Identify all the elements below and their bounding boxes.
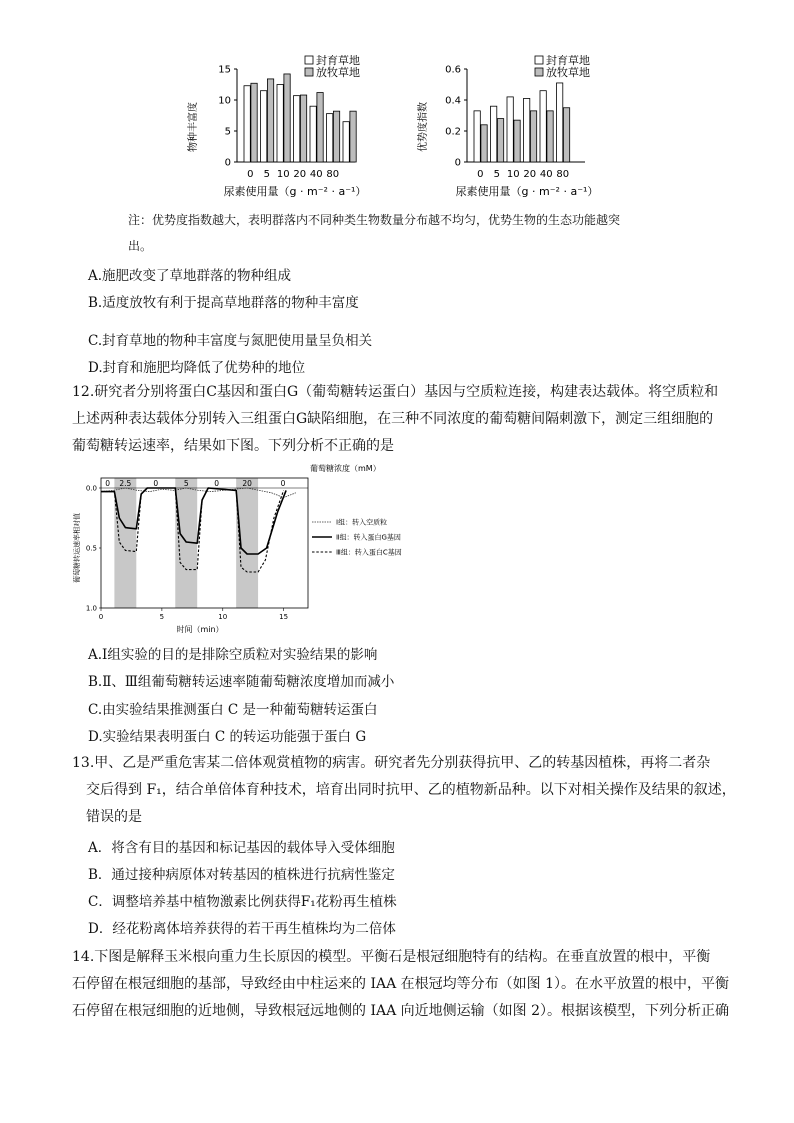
richness-legend-label: 放牧草地 bbox=[316, 66, 360, 79]
richness-bar bbox=[300, 95, 306, 162]
q11-option-d: D.封育和施肥均降低了优势种的地位 bbox=[88, 360, 306, 376]
richness-ytick-label: 15 bbox=[218, 64, 231, 76]
line-xtick-label: 5 bbox=[159, 613, 165, 621]
dominance-xtick-label: 10 bbox=[506, 169, 520, 180]
line-ytick-label: 1.0 bbox=[85, 604, 97, 613]
richness-bar bbox=[284, 74, 290, 162]
chart-left-ylabel: 物种丰富度 bbox=[188, 102, 199, 152]
q12-option-c: C.由实验结果推测蛋白 C 是一种葡萄糖转运蛋白 bbox=[88, 702, 378, 718]
richness-ytick-label: 5 bbox=[224, 126, 231, 138]
concentration-label: 0 bbox=[153, 479, 159, 488]
q13-option-b: B．通过接种病原体对转基因的植株进行抗病性鉴定 bbox=[88, 867, 395, 883]
richness-bar bbox=[277, 85, 283, 163]
q13-line-1: 13.甲、乙是严重危害某二倍体观赏植物的病害。研究者先分别获得抗甲、乙的转基因植株，再将二者杂 bbox=[72, 755, 711, 771]
dominance-bar bbox=[530, 111, 536, 162]
richness-xtick-label: 80 bbox=[326, 169, 340, 180]
q13-line-3: 错误的是 bbox=[86, 809, 142, 825]
dominance-xtick-label: 5 bbox=[493, 169, 500, 180]
dominance-ytick-label: 0.6 bbox=[445, 64, 461, 76]
q11-option-c: C.封育草地的物种丰富度与氮肥使用量呈负相关 bbox=[88, 333, 373, 349]
dominance-xtick-label: 20 bbox=[523, 169, 537, 180]
dominance-bar bbox=[540, 91, 546, 162]
richness-xtick-label: 20 bbox=[293, 169, 307, 180]
stimulus-band bbox=[114, 478, 136, 608]
line-chart-ylabel: 葡萄糖转运速率相对值 bbox=[73, 513, 81, 583]
q14-stem bbox=[72, 944, 729, 1025]
richness-bar bbox=[244, 86, 250, 162]
richness-bar bbox=[251, 83, 257, 162]
q11-option-b: B.适度放牧有利于提高草地群落的物种丰富度 bbox=[88, 295, 359, 311]
q12-line-1: 12.研究者分别将蛋白C基因和蛋白G（葡萄糖转运蛋白）基因与空质粒连接，构建表达载体。将空质粒和 bbox=[72, 384, 719, 400]
chart-right-xlabel: 尿素使用量（g · m⁻² · a⁻¹） bbox=[455, 185, 599, 198]
q11-option-a: A.施肥改变了草地群落的物种组成 bbox=[88, 268, 292, 284]
dominance-bar bbox=[507, 97, 513, 162]
richness-bar bbox=[261, 91, 267, 162]
q12-option-a: A.Ⅰ组实验的目的是排除空质粒对实验结果的影响 bbox=[88, 647, 378, 663]
q14-line-2: 石停留在根冠细胞的基部，导致经由中柱运来的 IAA 在根冠均等分布（如图 1）。在水平放置的根中，平衡 bbox=[72, 976, 730, 992]
dominance-ytick-label: 0.2 bbox=[445, 126, 461, 138]
richness-bar bbox=[310, 106, 316, 162]
concentration-label: 2.5 bbox=[119, 479, 132, 488]
q12-line-3: 葡萄糖转运速率，结果如下图。下列分析不正确的是 bbox=[72, 438, 394, 454]
figure-note-line2: 出。 bbox=[128, 239, 153, 253]
line-xtick-label: 10 bbox=[218, 613, 228, 621]
dominance-legend-swatch bbox=[535, 56, 543, 64]
dominance-ytick-label: 0 bbox=[454, 157, 461, 169]
chart-right-ylabel: 优势度指数 bbox=[418, 102, 429, 152]
legend-label-3: Ⅲ组：转入蛋白C基因 bbox=[336, 548, 402, 557]
richness-xtick-label: 10 bbox=[276, 169, 290, 180]
dominance-xtick-label: 0 bbox=[477, 169, 484, 180]
dominance-legend-label: 放牧草地 bbox=[546, 66, 590, 79]
richness-bar bbox=[350, 111, 356, 162]
richness-bar bbox=[267, 79, 273, 162]
dominance-legend-swatch bbox=[535, 68, 543, 76]
figure-note-line1: 注：优势度指数越大，表明群落内不同种类生物数量分布越不均匀，优势生物的生态功能越突 bbox=[128, 213, 621, 227]
richness-bar bbox=[343, 122, 349, 162]
legend-label-1: Ⅰ组：转入空质粒 bbox=[336, 518, 388, 527]
line-ytick-label: 0.0 bbox=[85, 484, 97, 493]
q12-option-d: D.实验结果表明蛋白 C 的转运功能强于蛋白 G bbox=[88, 729, 367, 745]
richness-bar bbox=[294, 96, 300, 162]
dominance-index-chart bbox=[416, 55, 598, 198]
dominance-bar bbox=[491, 106, 497, 162]
legend-label-2: Ⅱ组：转入蛋白G基因 bbox=[336, 533, 401, 542]
concentration-label: 5 bbox=[183, 479, 189, 488]
concentration-label: 0 bbox=[214, 479, 220, 488]
richness-xtick-label: 0 bbox=[247, 169, 254, 180]
q13-option-d: D．经花粉离体培养获得的若干再生植株均为二倍体 bbox=[88, 921, 396, 937]
line-xtick-label: 0 bbox=[98, 613, 104, 621]
line-chart-xlabel: 时间（min） bbox=[176, 625, 224, 634]
q13-stem bbox=[72, 750, 736, 831]
concentration-label: 20 bbox=[242, 479, 252, 488]
concentration-label: 0 bbox=[280, 479, 286, 488]
q13-option-c: C．调整培养基中植物激素比例获得F₁花粉再生植株 bbox=[88, 894, 397, 910]
richness-bar bbox=[333, 111, 339, 162]
line-xtick-label: 15 bbox=[279, 613, 289, 621]
q12-stem bbox=[72, 379, 718, 460]
q12-option-b: B.Ⅱ、Ⅲ组葡萄糖转运速率随葡萄糖浓度增加而减小 bbox=[88, 674, 395, 690]
dominance-bar bbox=[497, 119, 503, 162]
species-richness-chart bbox=[186, 55, 366, 198]
chart-left-xlabel: 尿素使用量（g · m⁻² · a⁻¹） bbox=[223, 185, 367, 198]
richness-xtick-label: 5 bbox=[263, 169, 270, 180]
dominance-bar bbox=[481, 125, 487, 162]
dominance-ytick-label: 0.4 bbox=[445, 95, 461, 107]
richness-legend-swatch bbox=[305, 68, 313, 76]
richness-legend-swatch bbox=[305, 56, 313, 64]
dominance-bar bbox=[474, 111, 480, 162]
richness-ytick-label: 0 bbox=[224, 157, 231, 169]
bar-charts-figure bbox=[180, 55, 630, 205]
richness-legend-label: 封育草地 bbox=[316, 55, 360, 67]
dominance-bar bbox=[557, 83, 563, 162]
q13-line-2: 交后得到 F₁，结合单倍体育种技术，培育出同时抗甲、乙的植物新品种。以下对相关操作及结果的叙述， bbox=[86, 782, 736, 798]
q13-option-a: A．将含有目的基因和标记基因的载体导入受体细胞 bbox=[88, 840, 395, 856]
line-chart-title: 葡萄糖浓度（mM） bbox=[310, 464, 381, 473]
dominance-bar bbox=[514, 120, 520, 162]
line-ytick-label: 0.5 bbox=[85, 544, 97, 553]
q14-line-1: 14.下图是解释玉米根向重力生长原因的模型。平衡石是根冠细胞特有的结构。在垂直放置的根中，平衡 bbox=[72, 949, 711, 965]
glucose-transport-chart bbox=[70, 460, 450, 638]
dominance-xtick-label: 40 bbox=[539, 169, 553, 180]
richness-ytick-label: 10 bbox=[218, 95, 231, 107]
q12-line-2: 上述两种表达载体分别转入三组蛋白G缺陷细胞，在三种不同浓度的葡萄糖间隔刺激下，测定三组细胞的 bbox=[72, 411, 714, 427]
dominance-bar bbox=[547, 111, 553, 162]
richness-bar bbox=[327, 114, 333, 162]
dominance-bar bbox=[563, 108, 569, 162]
concentration-label: 0 bbox=[105, 479, 111, 488]
dominance-bar bbox=[524, 98, 530, 162]
dominance-legend-label: 封育草地 bbox=[546, 55, 590, 67]
q14-line-3: 石停留在根冠细胞的近地侧，导致根冠远地侧的 IAA 向近地侧运输（如图 2）。根据该模型，下列分析正确 bbox=[72, 1003, 730, 1019]
dominance-xtick-label: 80 bbox=[556, 169, 570, 180]
richness-bar bbox=[317, 93, 323, 162]
richness-xtick-label: 40 bbox=[309, 169, 323, 180]
